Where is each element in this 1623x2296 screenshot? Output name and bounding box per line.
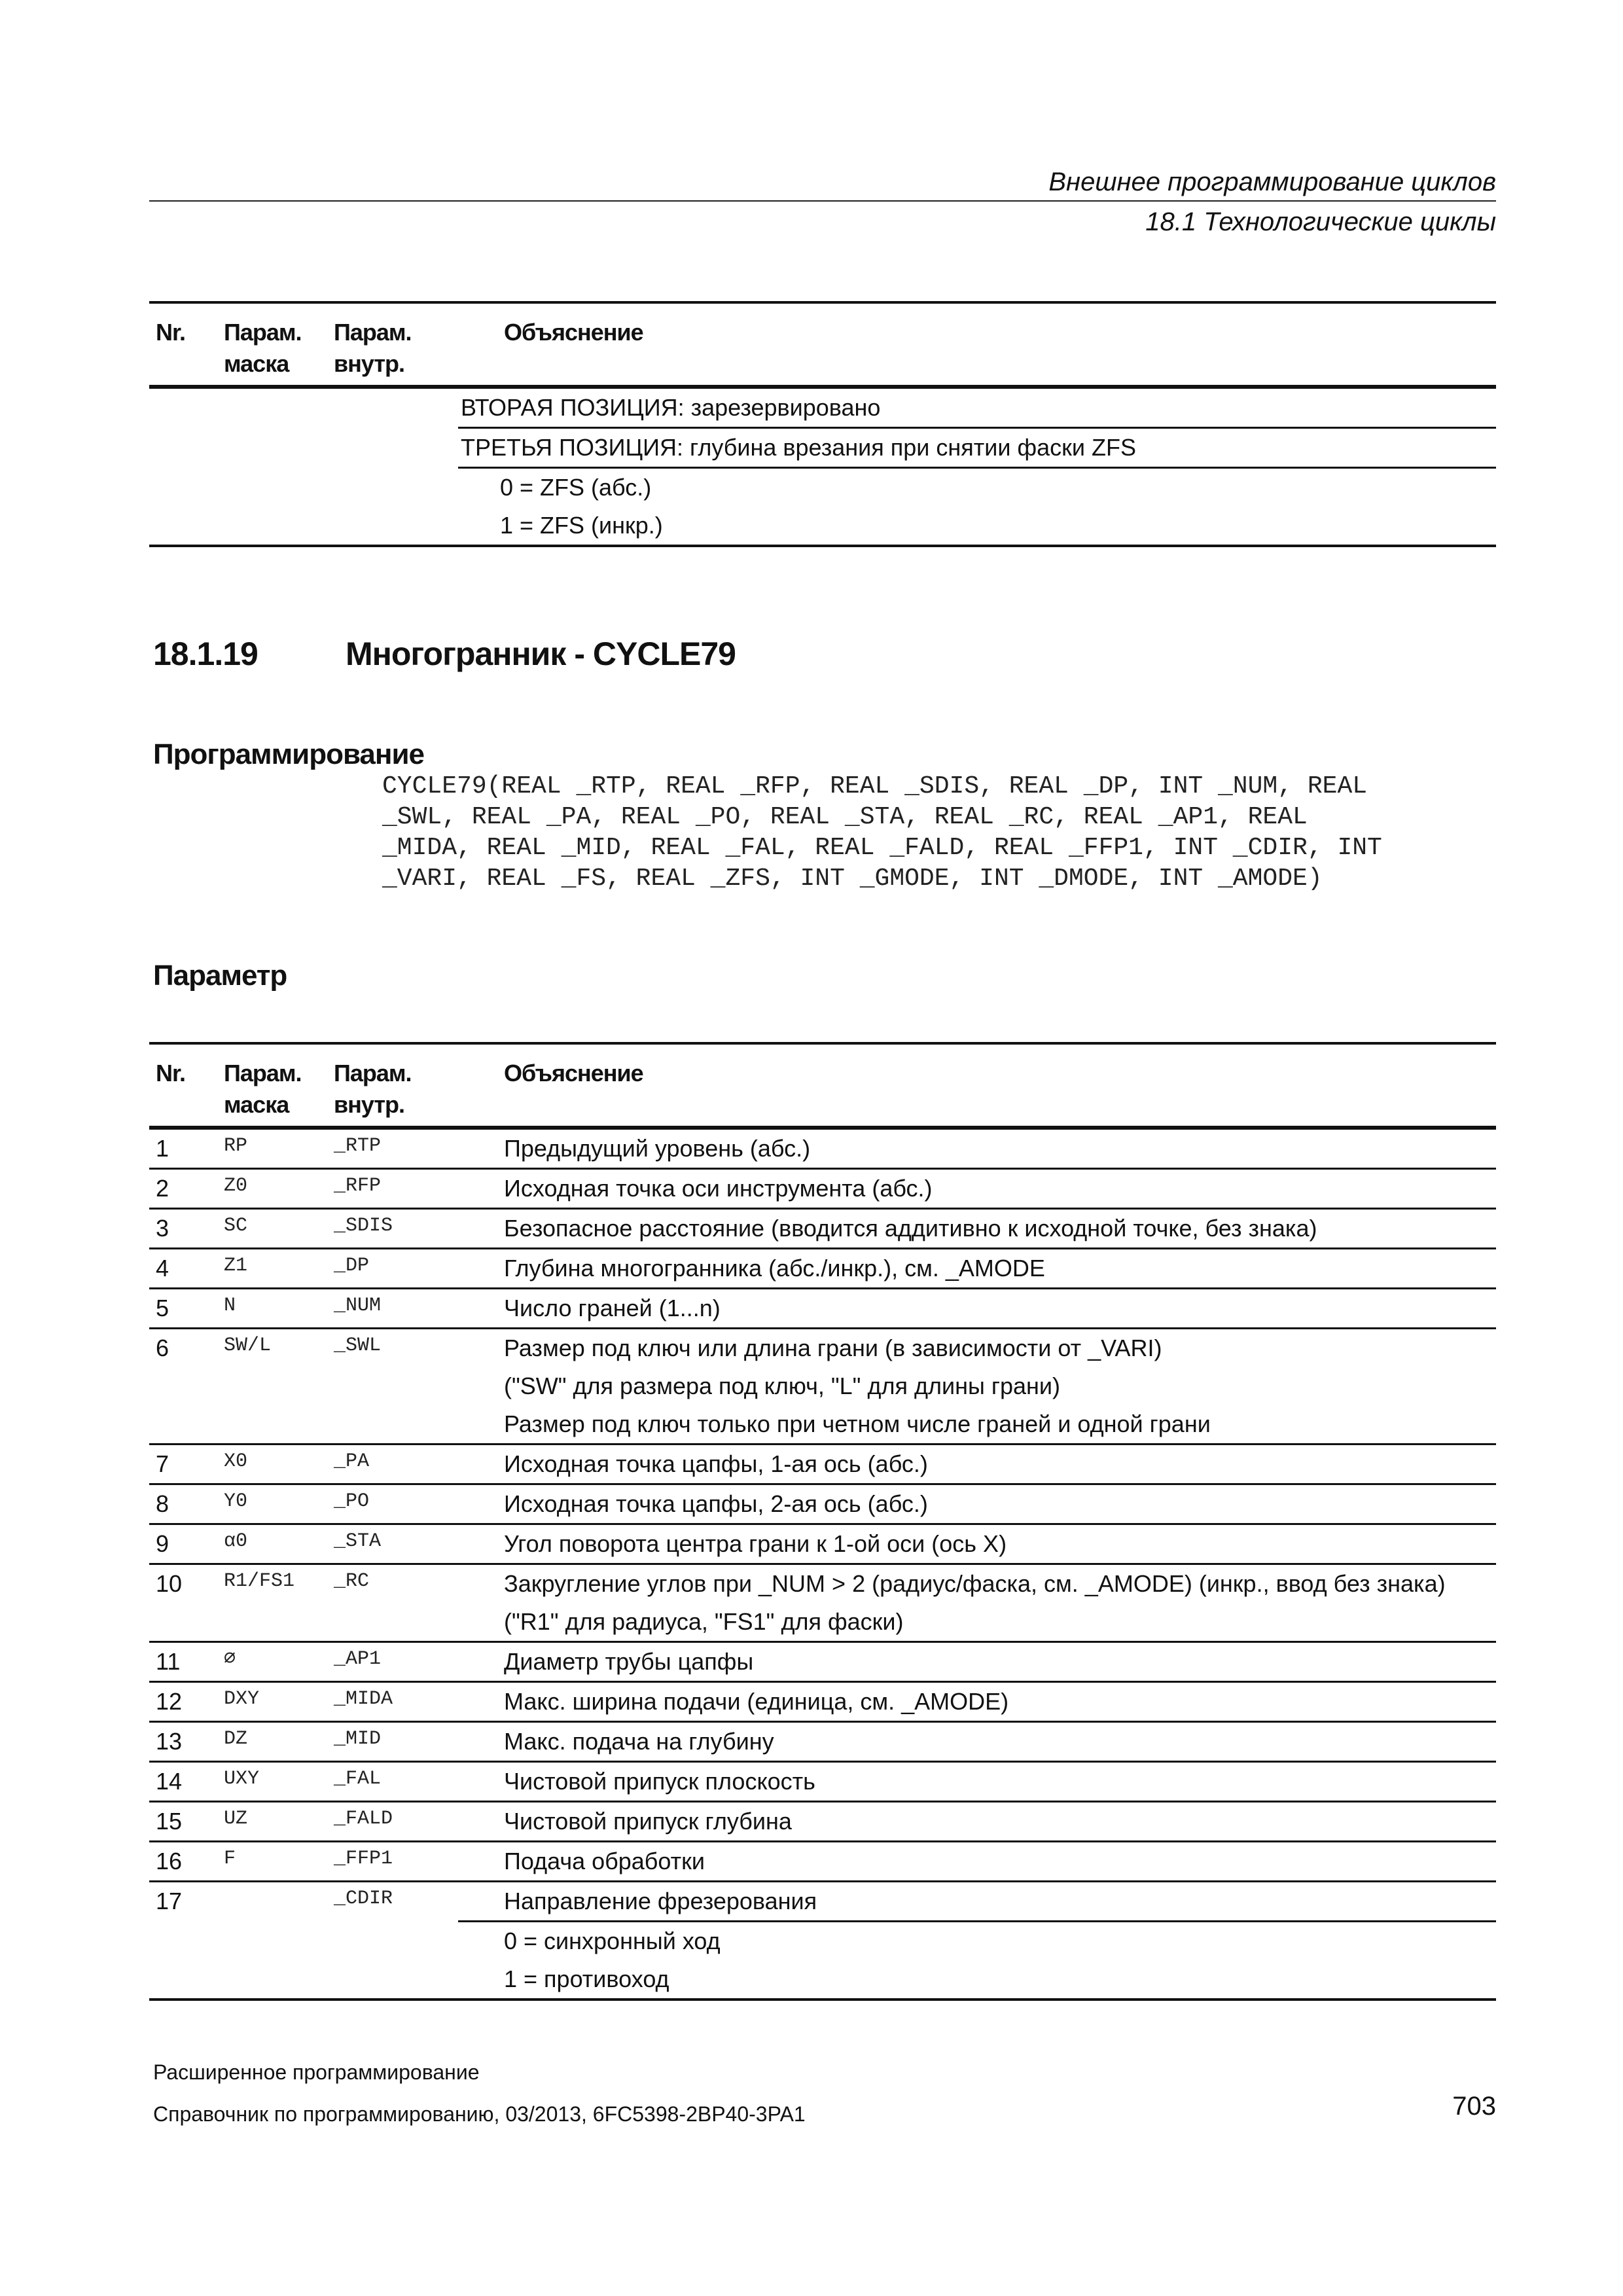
- table-row: [149, 1249, 1496, 1289]
- param-explanation: Макс. ширина подачи (единица, см. _AMODE): [458, 1682, 1496, 1722]
- param-int: _RC: [334, 1570, 370, 1592]
- param-nr: 4: [149, 1249, 217, 1289]
- param-explanation: ("SW" для размера под ключ, "L" для длины грани): [504, 1372, 1060, 1399]
- param-int: _FFP1: [327, 1842, 458, 1882]
- param-nr: 5: [149, 1289, 217, 1329]
- section-title: Многогранник - CYCLE79: [346, 636, 736, 672]
- param-mask: α0: [217, 1524, 327, 1564]
- param-nr: 10: [156, 1570, 183, 1597]
- param-nr: 13: [149, 1722, 217, 1762]
- param-explanation: Исходная точка оси инструмента (абс.): [458, 1169, 1496, 1209]
- continuation-table: [149, 301, 1496, 547]
- param-nr: 9: [149, 1524, 217, 1564]
- param-nr: 14: [149, 1762, 217, 1802]
- programming-heading: Программирование: [153, 738, 424, 770]
- table-row: [149, 1405, 1496, 1444]
- table-row: [149, 1603, 1496, 1642]
- param-nr: 12: [149, 1682, 217, 1722]
- table-row: [149, 1802, 1496, 1842]
- page-number: 703: [1452, 2092, 1496, 2121]
- code-line: _MIDA, REAL _MID, REAL _FAL, REAL _FALD, REAL _FFP1, INT _CDIR, INT: [382, 834, 1382, 862]
- code-line: _SWL, REAL _PA, REAL _PO, REAL _STA, REAL _RC, REAL _AP1, REAL: [382, 803, 1308, 831]
- param-explanation: Подача обработки: [458, 1842, 1496, 1882]
- param-mask: Z0: [217, 1169, 327, 1209]
- col-nr: Nr.: [149, 1043, 217, 1089]
- param-int: _AP1: [327, 1642, 458, 1682]
- table-row: [149, 1209, 1496, 1249]
- param-int: _DP: [327, 1249, 458, 1289]
- param-mask: SC: [217, 1209, 327, 1249]
- table-row: [149, 1762, 1496, 1802]
- table-line: 0 = ZFS (абс.): [500, 474, 652, 501]
- param-explanation: Безопасное расстояние (вводится аддитивно к исходной точке, без знака): [458, 1209, 1496, 1249]
- param-explanation: Диаметр трубы цапфы: [458, 1642, 1496, 1682]
- table-line: 1 = ZFS (инкр.): [497, 507, 1496, 546]
- code-line: _VARI, REAL _FS, REAL _ZFS, INT _GMODE, INT _DMODE, INT _AMODE): [382, 865, 1323, 893]
- param-explanation: Чистовой припуск глубина: [458, 1802, 1496, 1842]
- table-row: [149, 1169, 1496, 1209]
- col-mask-sub: маска: [217, 348, 327, 387]
- param-explanation: Направление фрезерования: [458, 1882, 1496, 1922]
- param-mask: N: [217, 1289, 327, 1329]
- param-mask: X0: [217, 1444, 327, 1484]
- col-mask: Парам.: [217, 1043, 327, 1089]
- table-row: [149, 1682, 1496, 1722]
- table-row: [149, 1329, 1496, 1368]
- table-line: ВТОРАЯ ПОЗИЦИЯ: зарезервировано: [458, 387, 1496, 428]
- col-mask: Парам.: [217, 302, 327, 348]
- param-explanation: ("R1" для радиуса, "FS1" для фаски): [458, 1603, 1496, 1642]
- param-mask: SW/L: [224, 1335, 272, 1357]
- param-option: 1 = противоход: [497, 1960, 1496, 2000]
- table-row: [149, 1367, 1496, 1405]
- col-mask-sub: маска: [217, 1089, 327, 1128]
- param-nr: 3: [149, 1209, 217, 1249]
- param-mask: RP: [217, 1128, 327, 1169]
- table-row: [149, 1842, 1496, 1882]
- param-nr: 8: [149, 1484, 217, 1524]
- param-mask: R1/FS1: [224, 1570, 295, 1592]
- param-nr: 16: [149, 1842, 217, 1882]
- param-int: _SDIS: [327, 1209, 458, 1249]
- table-line: ТРЕТЬЯ ПОЗИЦИЯ: глубина врезания при снятии фаски ZFS: [458, 428, 1496, 468]
- running-header-title: Внешнее программирование циклов: [149, 164, 1496, 202]
- param-explanation: Исходная точка цапфы, 1-ая ось (абс.): [458, 1444, 1496, 1484]
- table-row: [149, 1642, 1496, 1682]
- col-explanation: Объяснение: [458, 1043, 1496, 1089]
- param-nr: 7: [149, 1444, 217, 1484]
- table-row: [149, 1289, 1496, 1329]
- param-int: _PA: [327, 1444, 458, 1484]
- param-explanation: Предыдущий уровень (абс.): [458, 1128, 1496, 1169]
- section-number: 18.1.19: [153, 636, 258, 672]
- param-explanation: Чистовой припуск плоскость: [458, 1762, 1496, 1802]
- param-nr: 11: [149, 1642, 217, 1682]
- param-int: _FALD: [327, 1802, 458, 1842]
- param-explanation: Размер под ключ только при четном числе граней и одной грани: [458, 1405, 1496, 1444]
- param-mask: Y0: [217, 1484, 327, 1524]
- table-row: [149, 1882, 1496, 1922]
- param-int: _RTP: [327, 1128, 458, 1169]
- running-header-subtitle: 18.1 Технологические циклы: [1145, 207, 1496, 236]
- param-int: _FAL: [327, 1762, 458, 1802]
- param-mask: ∅: [217, 1642, 327, 1682]
- param-int: _MIDA: [327, 1682, 458, 1722]
- param-explanation: Число граней (1...n): [458, 1289, 1496, 1329]
- param-explanation: Размер под ключ или длина грани (в зависимости от _VARI): [504, 1335, 1162, 1361]
- code-block: [382, 771, 1508, 894]
- param-explanation: Глубина многогранника (абс./инкр.), см. _AMODE: [458, 1249, 1496, 1289]
- param-nr: 15: [149, 1802, 217, 1842]
- param-nr: 2: [149, 1169, 217, 1209]
- param-mask: F: [217, 1842, 327, 1882]
- code-line: CYCLE79(REAL _RTP, REAL _RFP, REAL _SDIS, REAL _DP, INT _NUM, REAL: [382, 772, 1368, 800]
- param-explanation: Угол поворота центра грани к 1-ой оси (ось X): [458, 1524, 1496, 1564]
- parameter-table: [149, 1042, 1496, 2001]
- param-int: _SWL: [334, 1335, 382, 1357]
- footer-line-2: Справочник по программированию, 03/2013, 6FC5398-2BP40-3PA1: [153, 2102, 806, 2126]
- param-int: _STA: [327, 1524, 458, 1564]
- param-nr: 17: [156, 1888, 183, 1914]
- col-int: Парам.: [327, 1043, 458, 1089]
- param-mask: DZ: [217, 1722, 327, 1762]
- param-explanation: Макс. подача на глубину: [458, 1722, 1496, 1762]
- footer-line-1: Расширенное программирование: [153, 2060, 480, 2084]
- table-row: [149, 1484, 1496, 1524]
- param-nr: 6: [156, 1335, 169, 1361]
- param-int: _MID: [327, 1722, 458, 1762]
- table-row: [149, 1564, 1496, 1604]
- param-mask: Z1: [217, 1249, 327, 1289]
- col-int-sub: внутр.: [327, 348, 458, 387]
- param-explanation: Исходная точка цапфы, 2-ая ось (абс.): [458, 1484, 1496, 1524]
- col-int: Парам.: [327, 302, 458, 348]
- parameter-heading: Параметр: [153, 960, 287, 992]
- table-row: [149, 1722, 1496, 1762]
- param-int: _PO: [327, 1484, 458, 1524]
- col-nr: Nr.: [149, 302, 217, 348]
- param-explanation: Закругление углов при _NUM > 2 (радиус/фаска, см. _AMODE) (инкр., ввод без знака): [504, 1570, 1446, 1597]
- param-mask: DXY: [217, 1682, 327, 1722]
- param-int: _NUM: [327, 1289, 458, 1329]
- param-mask: [217, 1882, 327, 1922]
- param-int: _RFP: [327, 1169, 458, 1209]
- param-nr: 1: [149, 1128, 217, 1169]
- table-row: [149, 1128, 1496, 1169]
- table-row: [149, 1524, 1496, 1564]
- table-row: [149, 1444, 1496, 1484]
- param-option: 0 = синхронный ход: [504, 1928, 721, 1954]
- param-mask: UZ: [217, 1802, 327, 1842]
- param-mask: UXY: [217, 1762, 327, 1802]
- col-explanation: Объяснение: [458, 302, 1496, 348]
- param-int: _CDIR: [334, 1888, 393, 1910]
- col-int-sub: внутр.: [327, 1089, 458, 1128]
